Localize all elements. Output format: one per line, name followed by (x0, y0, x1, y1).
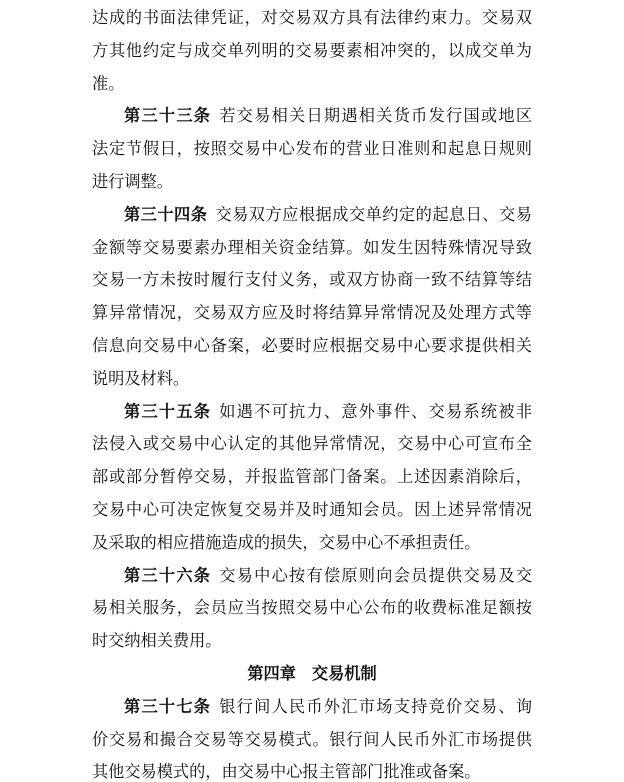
chapter-number: 第四章 (247, 664, 296, 683)
article-first-line (124, 566, 532, 586)
paragraph-line-text: 如遇不可抗力、意外事件、交易系统被非 (219, 401, 533, 421)
paragraph-line: 交易一方未按时履行支付义务，或双方协商一致不结算等结 (92, 270, 532, 290)
article-label: 第三十四条 (124, 204, 208, 224)
paragraph-line-text: 交易双方应根据成交单约定的起息日、交易 (215, 204, 532, 224)
paragraph-line: 算异常情况，交易双方应及时将结算异常情况及处理方式等 (92, 303, 532, 323)
paragraph-line: 金额等交易要素办理相关资金结算。如发生因特殊情况导致 (92, 237, 532, 257)
paragraph-line: 价交易和撮合交易等交易模式。银行间人民币外汇市场提供 (92, 729, 532, 749)
paragraph-line: 准。 (92, 73, 125, 93)
paragraph-line-text: 银行间人民币外汇市场支持竞价交易、询 (219, 696, 533, 716)
paragraph-line: 时交纳相关费用。 (92, 631, 222, 651)
paragraph-line: 部或部分暂停交易，并报监管部门备案。上述因素消除后， (92, 467, 532, 487)
article-first-line (124, 205, 532, 225)
article-first-line (124, 106, 532, 126)
paragraph-line-text: 交易中心按有偿原则向会员提供交易及交 (219, 565, 533, 585)
paragraph-line: 信息向交易中心备案，必要时应根据交易中心要求提供相关 (92, 336, 532, 355)
paragraph-line: 交易中心可决定恢复交易并及时通知会员。因上述异常情况 (92, 500, 532, 519)
paragraph-line: 进行调整。 (92, 172, 173, 191)
paragraph-line: 法定节假日，按照交易中心发布的营业日准则和起息日规则 (92, 139, 532, 159)
article-label: 第三十六条 (124, 565, 212, 585)
paragraph-line: 达成的书面法律凭证，对交易双方具有法律约束力。交易双 (92, 8, 532, 27)
paragraph-line-text: 若交易相关日期遇相关货币发行国或地区 (219, 106, 533, 126)
paragraph-line: 易相关服务，会员应当按照交易中心公布的收费标准足额按 (92, 598, 532, 618)
article-first-line (124, 697, 532, 717)
article-label: 第三十七条 (124, 696, 212, 716)
article-label: 第三十五条 (124, 401, 212, 421)
article-first-line (124, 402, 532, 422)
paragraph-line: 法侵入或交易中心认定的其他异常情况，交易中心可宣布全 (92, 434, 532, 454)
chapter-title: 交易机制 (311, 664, 377, 683)
paragraph-line: 方其他约定与成交单列明的交易要素相冲突的，以成交单为 (92, 40, 532, 60)
paragraph-line: 说明及材料。 (92, 368, 190, 388)
paragraph-line: 其他交易模式的，由交易中心报主管部门批准或备案。 (92, 762, 481, 782)
paragraph-line: 及采取的相应措施造成的损失，交易中心不承担责任。 (92, 532, 481, 552)
article-label: 第三十三条 (124, 106, 212, 126)
chapter-heading (0, 664, 624, 684)
